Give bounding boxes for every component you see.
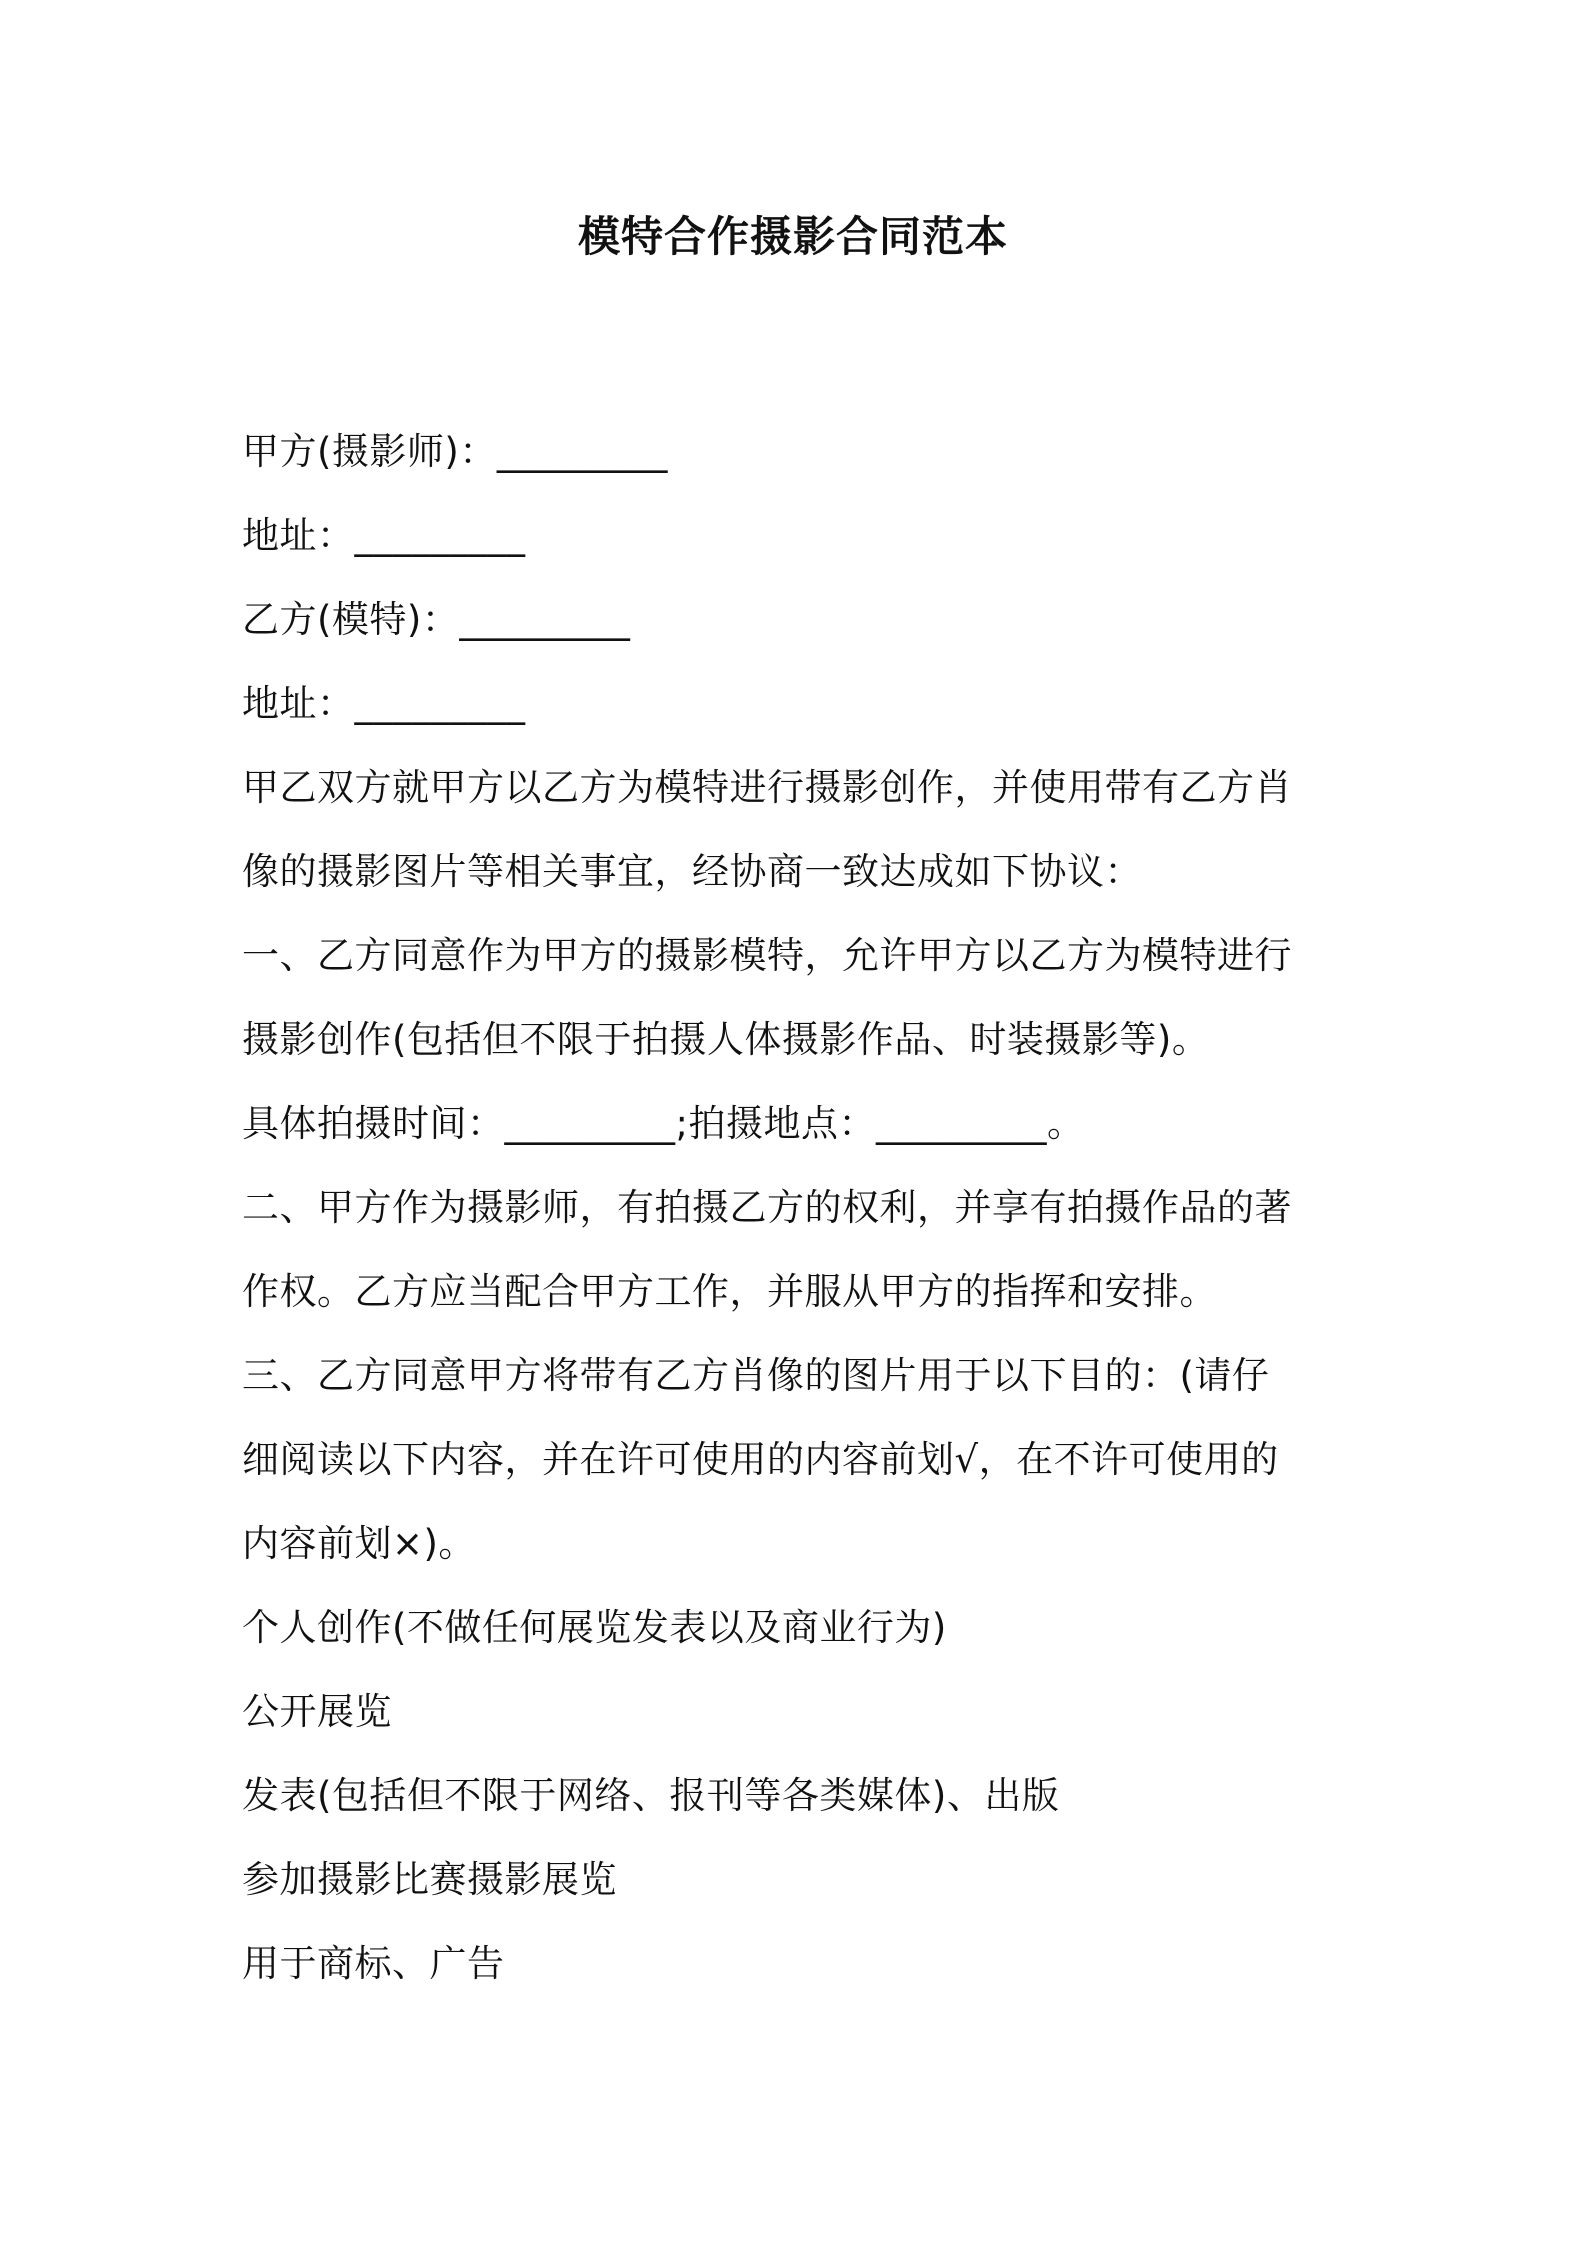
- party-b-line: 乙方(模特)：_________: [242, 598, 631, 641]
- clause-three-line: 内容前划×)。: [242, 1522, 476, 1565]
- party-a-line: 甲方(摄影师)：_________: [242, 430, 668, 473]
- party-a-address-line: 地址：_________: [242, 514, 526, 557]
- clause-three-line: 细阅读以下内容，并在许可使用的内容前划√，在不许可使用的: [242, 1438, 1279, 1481]
- party-b-address-line: 地址：_________: [242, 682, 526, 725]
- intro-paragraph-line: 甲乙双方就甲方以乙方为模特进行摄影创作，并使用带有乙方肖: [242, 766, 1292, 809]
- usage-option-item: 个人创作(不做任何展览发表以及商业行为): [242, 1606, 947, 1649]
- clause-one-line: 一、乙方同意作为甲方的摄影模特，允许甲方以乙方为模特进行: [242, 934, 1292, 977]
- document-title: 模特合作摄影合同范本: [577, 212, 1008, 261]
- usage-option-item: 发表(包括但不限于网络、报刊等各类媒体)、出版: [242, 1774, 1060, 1817]
- shooting-time-location-line: 具体拍摄时间：_________;拍摄地点：_________。: [242, 1102, 1085, 1145]
- clause-three-line: 三、乙方同意甲方将带有乙方肖像的图片用于以下目的：(请仔: [242, 1354, 1270, 1397]
- clause-two-line: 二、甲方作为摄影师，有拍摄乙方的权利，并享有拍摄作品的著: [242, 1186, 1292, 1229]
- usage-option-item: 公开展览: [242, 1690, 392, 1733]
- usage-option-item: 参加摄影比赛摄影展览: [242, 1858, 617, 1901]
- usage-option-item: 用于商标、广告: [242, 1942, 505, 1985]
- clause-one-line: 摄影创作(包括但不限于拍摄人体摄影作品、时装摄影等)。: [242, 1018, 1210, 1061]
- clause-two-line: 作权。乙方应当配合甲方工作，并服从甲方的指挥和安排。: [242, 1270, 1217, 1313]
- intro-paragraph-line: 像的摄影图片等相关事宜，经协商一致达成如下协议：: [242, 850, 1142, 893]
- document-body: [242, 410, 1352, 2006]
